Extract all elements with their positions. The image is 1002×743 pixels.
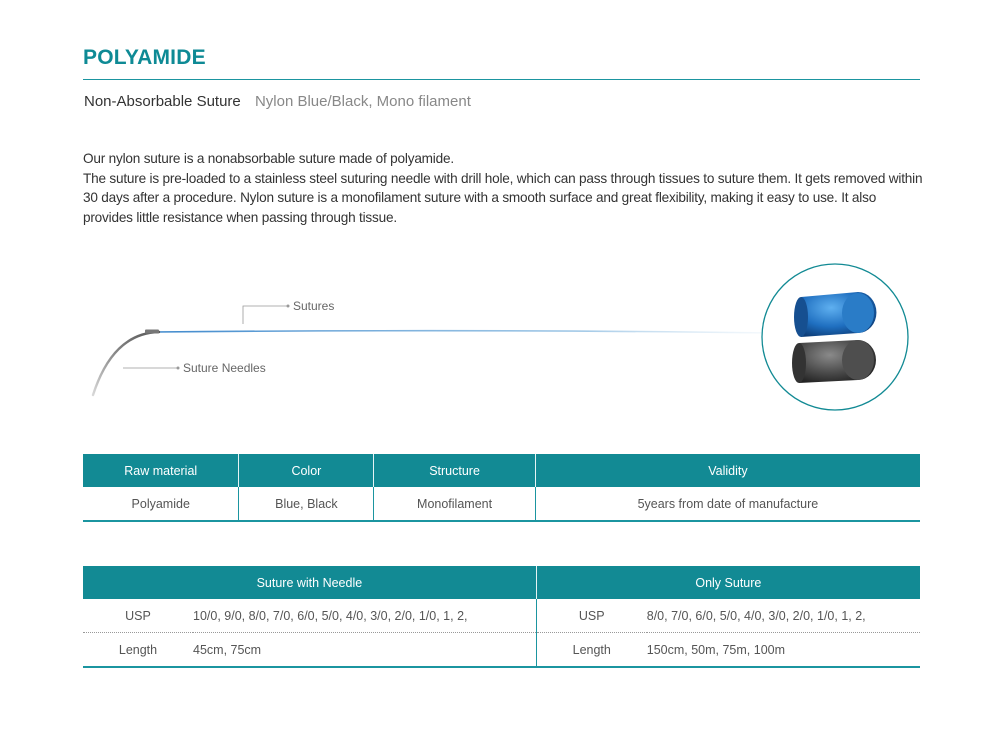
size-header-only-suture: Only Suture <box>536 566 920 599</box>
spec-header-structure: Structure <box>374 454 535 487</box>
spec-header-raw-material: Raw material <box>83 454 239 487</box>
spec-value-validity: 5years from date of manufacture <box>535 487 920 521</box>
magnified-view-circle <box>762 264 908 410</box>
usp-label-left: USP <box>83 599 193 633</box>
black-strand-cross-section <box>792 340 876 383</box>
sutures-leader-dot <box>287 305 290 308</box>
length-label-left: Length <box>83 633 193 668</box>
subtitle-main: Non-Absorbable Suture <box>84 93 241 110</box>
suture-needles-label: Suture Needles <box>183 361 266 375</box>
size-length-row <box>83 633 920 668</box>
description-line-2: The suture is pre-loaded to a stainless steel suturing needle with drill hole, which can pass through tissues to suture them. It gets removed within 30 days after a procedure. Nylon suture is a monofilament suture with a smooth surface and great flexibility, making it easy to use. It also provides little resistance when passing through tissue. <box>83 170 923 225</box>
title-divider <box>83 79 920 80</box>
spec-value-raw-material: Polyamide <box>83 487 239 521</box>
size-header-with-needle: Suture with Needle <box>83 566 536 599</box>
description-line-1: Our nylon suture is a nonabsorbable suture made of polyamide. <box>83 151 454 166</box>
spec-header-validity: Validity <box>535 454 920 487</box>
spec-header-row <box>83 454 920 487</box>
spec-value-structure: Monofilament <box>374 487 535 521</box>
size-usp-row <box>83 599 920 633</box>
usp-values-right: 8/0, 7/0, 6/0, 5/0, 4/0, 3/0, 2/0, 1/0, 1, 2, <box>647 599 920 633</box>
length-values-right: 150cm, 50m, 75m, 100m <box>647 633 920 668</box>
usp-label-right: USP <box>536 599 647 633</box>
sutures-leader-line <box>243 306 288 324</box>
needle-and-suture-drawing <box>83 255 920 425</box>
length-label-right: Length <box>536 633 647 668</box>
product-description <box>83 149 923 227</box>
sutures-label: Sutures <box>293 299 335 313</box>
page-title: POLYAMIDE <box>83 46 206 69</box>
blue-strand-cross-section <box>794 292 876 337</box>
length-values-left: 45cm, 75cm <box>193 633 536 668</box>
spec-table <box>83 454 920 522</box>
spec-value-color: Blue, Black <box>239 487 374 521</box>
suture-thread <box>153 331 773 333</box>
suture-needle <box>93 332 159 395</box>
spec-value-row <box>83 487 920 521</box>
spec-header-color: Color <box>239 454 374 487</box>
product-subtitle <box>84 93 471 110</box>
needle-drill-end <box>145 330 159 334</box>
needles-leader-dot <box>177 367 180 370</box>
size-header-row <box>83 566 920 599</box>
usp-values-left: 10/0, 9/0, 8/0, 7/0, 6/0, 5/0, 4/0, 3/0, 2/0, 1/0, 1, 2, <box>193 599 536 633</box>
subtitle-sub: Nylon Blue/Black, Mono filament <box>254 93 471 110</box>
size-table <box>83 566 920 668</box>
suture-illustration <box>83 255 920 425</box>
